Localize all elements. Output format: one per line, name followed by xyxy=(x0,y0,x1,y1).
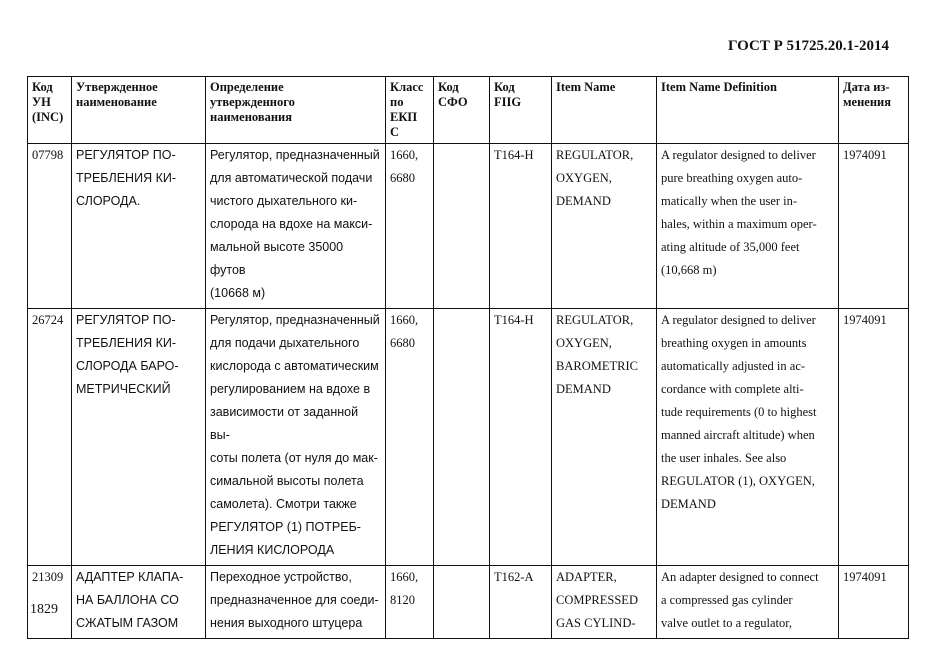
cell-inc: 07798 xyxy=(28,144,72,309)
cell-inc: 26724 xyxy=(28,309,72,566)
cell-class: 1660, 8120 xyxy=(386,566,434,639)
table-row xyxy=(28,309,909,566)
cell-item-definition: A regulator designed to deliver breathing oxygen in amounts automatically adjusted in ac- cordance with complete alti- tude requirements (0 to highest manned aircraft altitude) when the user inhales. See also REGULATOR (1), OXYGEN, DEMAND xyxy=(657,309,839,566)
cell-definition: Регулятор, предназначенный для автоматической подачи чистого дыхательного ки- слорода на вдохе на макси- мальной высоте 35000 футов (10668 м) xyxy=(206,144,386,309)
cell-date: 1974091 xyxy=(839,144,909,309)
cell-sfo xyxy=(434,309,490,566)
cell-date: 1974091 xyxy=(839,566,909,639)
col-header-sfo: Код СФО xyxy=(434,77,490,144)
col-header-date: Дата из- менения xyxy=(839,77,909,144)
cell-inc: 21309 xyxy=(28,566,72,639)
col-header-inc: Код УН (INC) xyxy=(28,77,72,144)
col-header-approved-name: Утвержденное наименование xyxy=(72,77,206,144)
col-header-item-definition: Item Name Definition xyxy=(657,77,839,144)
table-row xyxy=(28,566,909,639)
cell-fiig: T164-H xyxy=(490,144,552,309)
cell-fiig: T162-A xyxy=(490,566,552,639)
document-code: ГОСТ Р 51725.20.1-2014 xyxy=(727,38,889,54)
cell-approved-name: РЕГУЛЯТОР ПО- ТРЕБЛЕНИЯ КИ- СЛОРОДА БАРО- МЕТРИЧЕСКИЙ xyxy=(72,309,206,566)
cell-definition: Переходное устройство, предназначенное для соеди- нения выходного штуцера xyxy=(206,566,386,639)
cell-date: 1974091 xyxy=(839,309,909,566)
cell-class: 1660, 6680 xyxy=(386,309,434,566)
col-header-item-name: Item Name xyxy=(552,77,657,144)
col-header-class: Класс по ЕКП С xyxy=(386,77,434,144)
cell-class: 1660, 6680 xyxy=(386,144,434,309)
col-header-definition: Определение утвержденного наименования xyxy=(206,77,386,144)
cell-item-name: REGULATOR, OXYGEN, DEMAND xyxy=(552,144,657,309)
cell-approved-name: АДАПТЕР КЛАПА- НА БАЛЛОНА СО СЖАТЫМ ГАЗОМ xyxy=(72,566,206,639)
col-header-fiig: Код FIIG xyxy=(490,77,552,144)
header-row xyxy=(28,77,909,144)
cell-item-definition: An adapter designed to connect a compressed gas cylinder valve outlet to a regulator, xyxy=(657,566,839,639)
table-row xyxy=(28,144,909,309)
cell-definition: Регулятор, предназначенный для подачи дыхательного кислорода с автоматическим регулированием на вдохе в зависимости от заданной вы- соты полета (от нуля до мак- симальной высоты полета самолета). Смотри также РЕГУЛЯТОР (1) ПОТРЕБ- ЛЕНИЯ КИСЛОРОДА xyxy=(206,309,386,566)
cell-sfo xyxy=(434,566,490,639)
cell-approved-name: РЕГУЛЯТОР ПО- ТРЕБЛЕНИЯ КИ- СЛОРОДА. xyxy=(72,144,206,309)
cell-item-name: ADAPTER, COMPRESSED GAS CYLIND- xyxy=(552,566,657,639)
cell-sfo xyxy=(434,144,490,309)
cell-item-name: REGULATOR, OXYGEN, BAROMETRIC DEMAND xyxy=(552,309,657,566)
catalog-table xyxy=(27,76,909,639)
cell-fiig: T164-H xyxy=(490,309,552,566)
page-number: 1829 xyxy=(30,602,58,617)
cell-item-definition: A regulator designed to deliver pure breathing oxygen auto- matically when the user in- hales, within a maximum oper- ating altitude of 35,000 feet (10,668 m) xyxy=(657,144,839,309)
